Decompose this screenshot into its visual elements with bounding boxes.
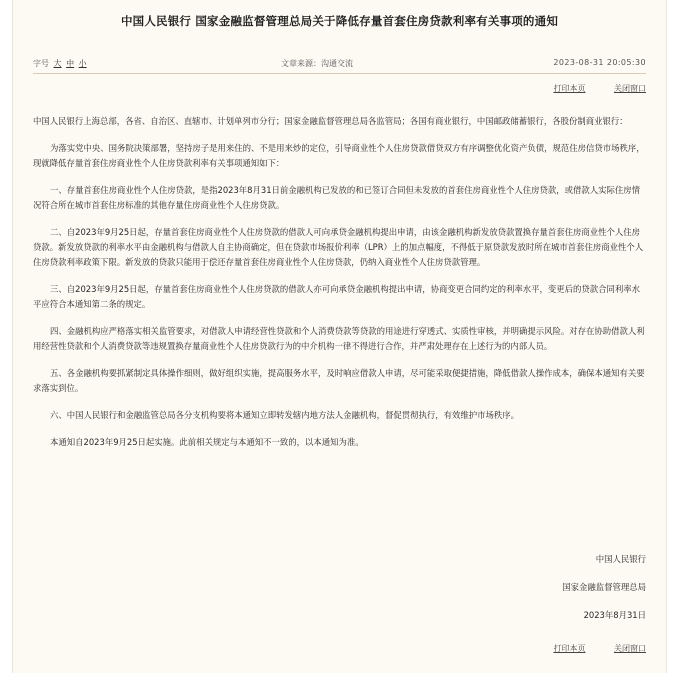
paragraph-1: 一、存量首套住房商业性个人住房贷款，是指2023年8月31日前金融机构已发放的和已签订合同但未发放的首套住房商业性个人住房贷款，或借款人实际住房情况符合所在城市首套住房标准的其他存量住房商业性个人住房贷款。 [33,185,641,210]
paragraph-2: 二、自2023年9月25日起，存量首套住房商业性个人住房贷款的借款人可向承贷金融机构提出申请，由该金融机构新发放贷款置换存量首套住房商业性个人住房贷款。新发放贷款的利率水平由金融机构与借款人自主协商确定，但在贷款市场报价利率（LPR）上的加点幅度，不得低于原贷款发放时所在城市首套住房商业性个人住房贷款利率政策下限。新发放的贷款只能用于偿还存量首套住房商业性个人住房贷款，仍纳入商业性个人住房贷款管理。 [33,227,644,267]
paragraph-6: 六、中国人民银行和金融监管总局各分支机构要将本通知立即转发辖内地方法人金融机构，督促贯彻执行，有效维护市场秩序。 [50,410,519,420]
print-page-link-bottom[interactable]: 打印本页 [553,644,586,653]
addressee: 中国人民银行上海总部，各省、自治区、直辖市、计划单列市分行；国家金融监督管理总局各监管局；各国有商业银行，中国邮政储蓄银行，各股份制商业银行： [33,116,628,126]
font-size-small[interactable]: 小 [78,59,87,68]
font-size-large[interactable]: 大 [53,59,62,68]
header-divider [33,73,646,74]
paragraph-4: 四、金融机构应严格落实相关监管要求，对借款人申请经营性贷款和个人消费贷款等贷款的用途进行穿透式、实质性审核，并明确提示风险。对存在协助借款人利用经营性贷款和个人消费贷款等违规置换存量商业性个人住房贷款行为的中介机构一律不得进行合作，并严肃处理存在上述行为的内部人员。 [33,326,645,351]
article-title: 中国人民银行 国家金融监督管理总局关于降低存量首套住房贷款利率有关事项的通知 [120,14,559,28]
close-window-link[interactable]: 关闭窗口 [614,84,646,93]
article-source: 文章来源：沟通交流 [281,59,353,68]
signature-org-pbc: 中国人民银行 [595,554,646,564]
article-date: 2023-08-31 20:05:30 [553,58,646,67]
font-size-medium[interactable]: 中 [66,59,75,68]
notice-page [12,0,667,673]
bottom-actions [527,643,646,654]
top-actions [527,83,646,94]
paragraph-5: 五、各金融机构要抓紧制定具体操作细则，做好组织实施，提高服务水平，及时响应借款人申请，尽可能采取便捷措施，降低借款人操作成本，确保本通知有关要求落实到位。 [33,368,645,393]
paragraph-intro: 为落实党中央、国务院决策部署，坚持房子是用来住的、不是用来炒的定位，引导商业性个人住房贷款借贷双方有序调整优化资产负债，规范住房信贷市场秩序，现就降低存量首套住房商业性个人住房贷款利率有关事项通知如下： [33,143,645,168]
signature-date: 2023年8月31日 [583,610,646,620]
print-page-link[interactable]: 打印本页 [553,84,586,93]
close-window-link-bottom[interactable]: 关闭窗口 [614,644,646,653]
article-meta [33,58,646,72]
signature-org-nfra: 国家金融监督管理总局 [562,582,646,592]
paragraph-effective: 本通知自2023年9月25日起实施。此前相关规定与本通知不一致的，以本通知为准。 [50,437,364,447]
article-body [33,114,646,462]
paragraph-3: 三、自2023年9月25日起，存量首套住房商业性个人住房贷款的借款人亦可向承贷金融机构提出申请，协商变更合同约定的利率水平，变更后的贷款合同利率水平应符合本通知第二条的规定。 [33,284,641,309]
font-size-label: 字号 [33,59,49,68]
font-size-switcher [33,58,87,69]
